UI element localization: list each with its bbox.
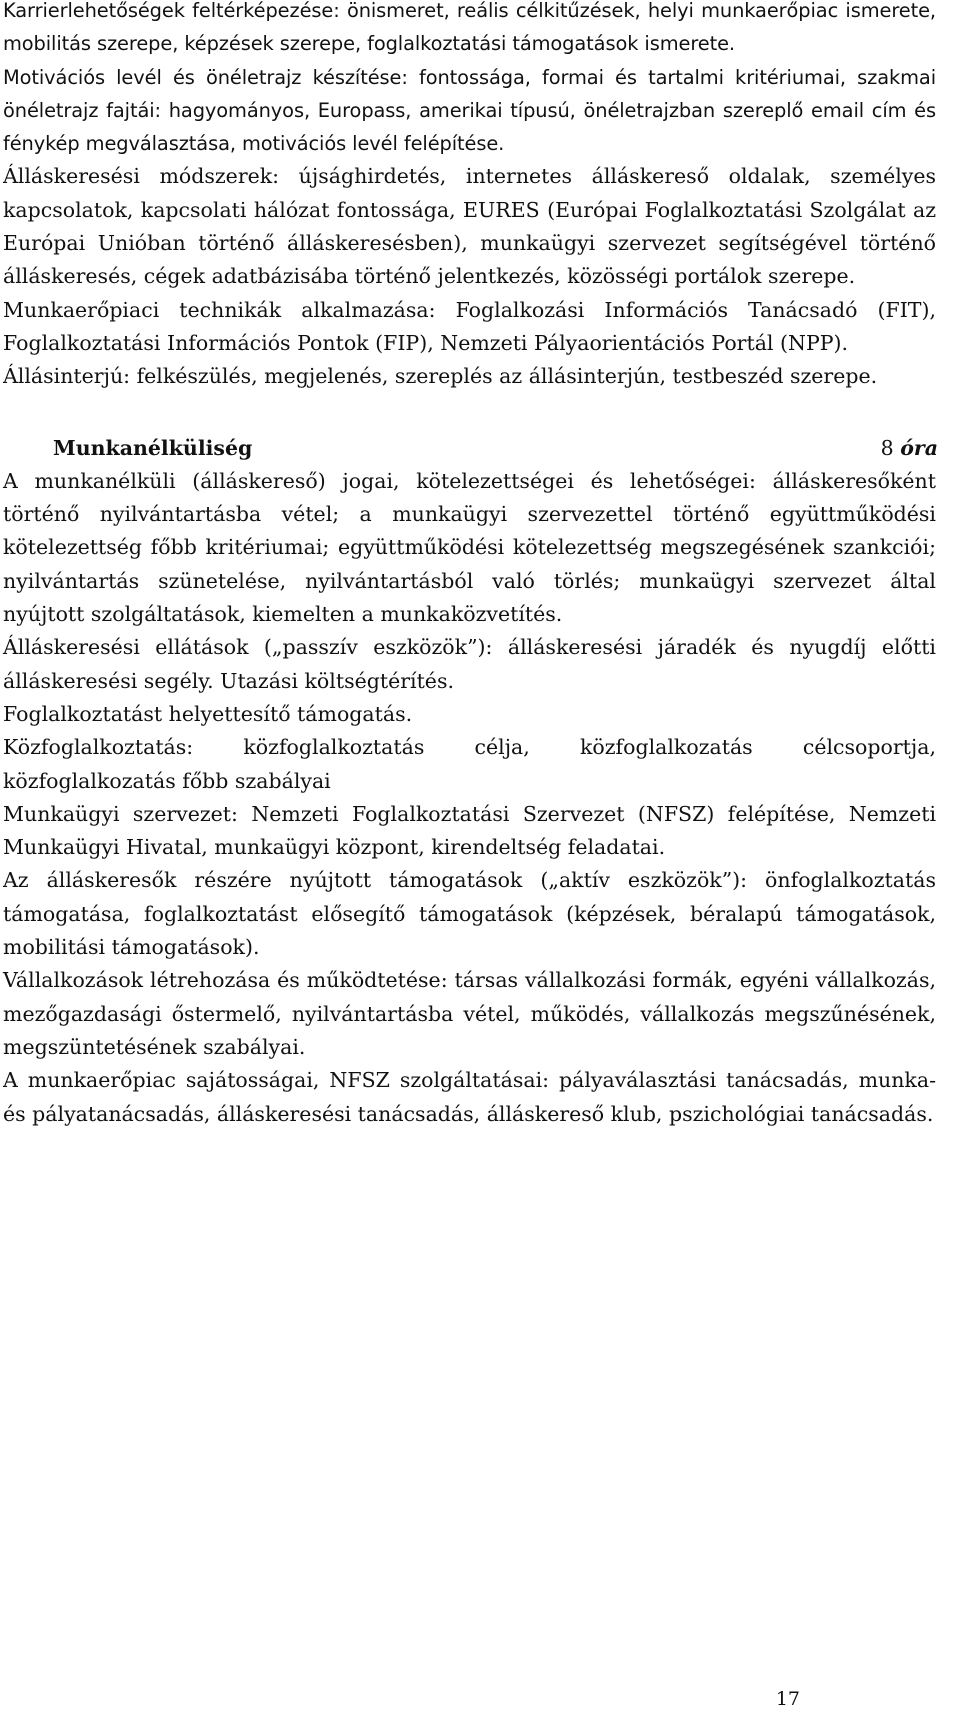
paragraph-job-interview: Állásinterjú: felkészülés, megjelenés, szereplés az állásinterjún, testbeszéd szerepe.: [3, 364, 878, 389]
paragraph-active-tools: Az álláskeresők részére nyújtott támogatások („aktív eszközök”): önfoglalkoztatás támogatása, foglalkoztatást elősegítő támogatások (képzések, béralapú támogatások, mobilitási támogatások).: [3, 868, 936, 960]
paragraph-unemployed-rights: A munkanélküli (álláskereső) jogai, kötelezettségei és lehetőségei: álláskeresőként történő nyilvántartásba vétel; a munkaügyi szervezettel történő együttműködési kötelezettség főbb kritériumai; együttműködési kötelezettség megszegésének szankciói; nyilvántartás szünetelése, nyilvántartásból való törlés; munkaügyi szervezet által nyújtott szolgáltatások, kiemelten a munkaközvetítés.: [3, 468, 936, 627]
page-content: [3, 0, 936, 1131]
section-spacer: [3, 394, 936, 428]
section-title: Munkanélküliség: [53, 435, 253, 460]
page-number: 17: [775, 1688, 800, 1710]
paragraph-career-opportunities: Karrierlehetőségek feltérképezése: önismeret, reális célkitűzések, helyi munkaerőpiac ismerete, mobilitás szerepe, képzések szerepe, foglalkoztatási támogatások ismerete.: [3, 0, 936, 56]
paragraph-public-employment: Közfoglalkoztatás: közfoglalkoztatás célja, közfoglalkozatás célcsoportja, közfoglalkozatás főbb szabályai: [3, 735, 936, 793]
paragraph-labor-organization: Munkaügyi szervezet: Nemzeti Foglalkoztatási Szervezet (NFSZ) felépítése, Nemzeti Munkaügyi Hivatal, munkaügyi központ, kirendeltség feladatai.: [3, 801, 936, 860]
section-hours-unit: óra: [900, 435, 938, 460]
paragraph-enterprises: Vállalkozások létrehozása és működtetése: társas vállalkozási formák, egyéni vállalkozás, mezőgazdasági őstermelő, nyilvántartásba vétel, működés, vállalkozás megszűnésének, megszüntetésének szabályai.: [3, 968, 936, 1059]
paragraph-labor-market-techniques: Munkaerőpiaci technikák alkalmazása: Foglalkozási Információs Tanácsadó (FIT), Foglalkoztatási Információs Pontok (FIP), Nemzeti Pályaorientációs Portál (NPP).: [3, 297, 936, 355]
section-hours-number: 8: [880, 435, 894, 460]
section-heading: [3, 432, 936, 465]
paragraph-motivation-letter: Motivációs levél és önéletrajz készítése: fontossága, formai és tartalmi kritériumai, szakmai önéletrajz fajtái: hagyományos, Europass, amerikai típusú, önéletrajzban szereplő email cím és fénykép megválasztása, motivációs levél felépítése.: [3, 65, 936, 156]
paragraph-job-seeker-benefits: Álláskeresési ellátások („passzív eszközök”): álláskeresési járadék és nyugdíj előtti álláskeresési segély. Utazási költségtérítés.: [3, 635, 936, 693]
paragraph-employment-substitute-support: Foglalkoztatást helyettesítő támogatás.: [3, 701, 413, 726]
paragraph-labor-market-features: A munkaerőpiac sajátosságai, NFSZ szolgáltatásai: pályaválasztási tanácsadás, munka- és pályatanácsadás, álláskeresési tanácsadás, álláskereső klub, pszichológiai tanácsadás.: [3, 1068, 936, 1126]
paragraph-job-search-methods: Álláskeresési módszerek: újsághirdetés, internetes álláskereső oldalak, személyes kapcsolatok, kapcsolati hálózat fontossága, EURES (Európai Foglalkoztatási Szolgálat az Európai Unióban történő álláskeresésben), munkaügyi szervezet segítségével történő álláskeresés, cégek adatbázisába történő jelentkezés, közösségi portálok szerepe.: [3, 164, 936, 289]
section-hours: [881, 432, 938, 465]
